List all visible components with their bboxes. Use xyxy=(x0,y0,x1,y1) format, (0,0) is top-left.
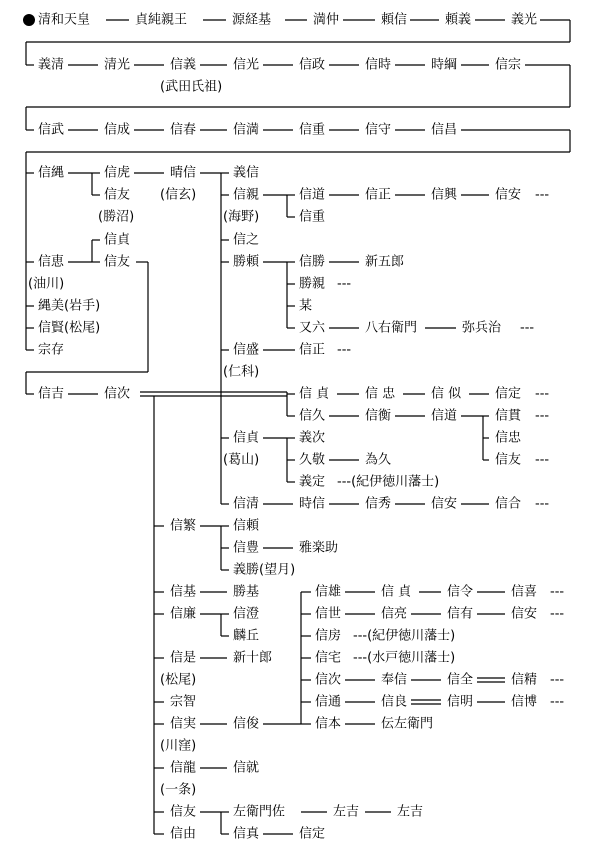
name-label-f13: 信全 xyxy=(447,672,474,688)
name-label-f12: 奉信 xyxy=(381,672,408,688)
name-label-b14d: --- xyxy=(520,320,535,336)
name-label-e18: 信真 xyxy=(233,826,260,842)
name-label-f4: 信喜 xyxy=(511,584,538,600)
name-label-e9n: (川窪) xyxy=(160,738,197,754)
name-label-f11: 信次 xyxy=(315,672,342,688)
name-label-f4d: --- xyxy=(550,584,565,600)
name-label-c20: 信秀 xyxy=(365,496,392,512)
name-label-c10d: --- xyxy=(535,408,550,424)
name-label-b8d: --- xyxy=(337,276,352,292)
name-label-c1: 信吉 xyxy=(38,386,65,402)
name-label-r5: 頼信 xyxy=(381,12,408,28)
name-label-r7: 義光 xyxy=(511,12,538,28)
name-label-a3n: (信玄) xyxy=(160,187,197,203)
name-label-a4n: (勝沼) xyxy=(98,209,135,225)
name-label-b2: 信之 xyxy=(233,232,260,248)
name-label-e17: 信由 xyxy=(170,826,197,842)
name-label-e14: 左衛門佐 xyxy=(233,804,286,820)
name-label-c16d: --- xyxy=(535,452,550,468)
name-label-c10: 信貫 xyxy=(495,408,522,424)
name-label-c12: 義次 xyxy=(299,430,326,446)
name-label-d3: 信豊 xyxy=(233,540,260,556)
name-label-a10d: --- xyxy=(535,187,550,203)
name-label-f18: 信博 xyxy=(511,694,538,710)
name-label-r2: 貞純親王 xyxy=(135,12,188,28)
name-label-r1: 清和天皇 xyxy=(38,12,91,28)
name-label-c2: 信次 xyxy=(104,386,131,402)
name-label-c9: 信道 xyxy=(431,408,458,424)
name-label-g2_3n: (武田氏祖) xyxy=(160,79,223,95)
name-label-c22d: --- xyxy=(535,496,550,512)
name-label-f8d: --- xyxy=(550,606,565,622)
name-label-a6n: (海野) xyxy=(223,209,260,225)
name-label-f10n: ---(水戸徳川藩士) xyxy=(353,650,456,666)
name-label-b8: 勝親 xyxy=(299,276,326,292)
name-label-f18d: --- xyxy=(550,694,565,710)
name-label-b12: 又六 xyxy=(299,320,326,336)
name-label-b10: 某 xyxy=(299,298,313,314)
name-label-e12: 信就 xyxy=(233,760,260,776)
name-label-d4: 雅楽助 xyxy=(299,540,339,556)
name-label-c17: 義定 xyxy=(299,474,326,490)
name-label-g2_2: 清光 xyxy=(104,57,131,73)
name-label-b4: 信友 xyxy=(104,254,131,270)
name-label-e15: 左吉 xyxy=(333,804,360,820)
name-label-f9: 信房 xyxy=(315,628,342,644)
name-label-b17: 信正 xyxy=(299,342,326,358)
name-label-e6n: (松尾) xyxy=(160,672,197,688)
name-label-f8: 信安 xyxy=(511,606,538,622)
name-label-e11: 信龍 xyxy=(170,760,197,776)
name-label-g2_4: 信光 xyxy=(233,57,260,73)
name-label-r4: 満仲 xyxy=(313,12,340,28)
name-label-a10: 信安 xyxy=(495,187,522,203)
name-label-b13: 八右衛門 xyxy=(365,320,418,336)
name-label-f10: 信宅 xyxy=(315,650,342,666)
name-label-c5: 信 似 xyxy=(431,386,462,402)
name-label-c8: 信衡 xyxy=(365,408,392,424)
name-label-g3_4: 信満 xyxy=(233,122,260,138)
name-label-b1: 信貞 xyxy=(104,232,131,248)
name-label-e9: 信実 xyxy=(170,716,197,732)
name-label-c17n: ---(紀伊徳川藩士) xyxy=(337,474,440,490)
name-label-a9: 信興 xyxy=(431,187,458,203)
name-label-e10: 信俊 xyxy=(233,716,260,732)
name-label-g3_6: 信守 xyxy=(365,122,392,138)
name-label-a3: 晴信 xyxy=(170,165,197,181)
name-label-r3: 源経基 xyxy=(232,12,272,28)
name-label-e5: 麟丘 xyxy=(233,628,260,644)
name-label-a11: 信重 xyxy=(299,209,326,225)
name-label-e1: 信基 xyxy=(170,584,197,600)
name-label-f16: 信良 xyxy=(381,694,408,710)
name-label-c15: 為久 xyxy=(365,452,392,468)
name-label-g2_6: 信時 xyxy=(365,57,392,73)
name-label-a8: 信正 xyxy=(365,187,392,203)
name-label-a6: 信親 xyxy=(233,187,260,203)
name-label-b17d: --- xyxy=(337,342,352,358)
name-label-b6: 信勝 xyxy=(299,254,326,270)
name-label-e11n: (一条) xyxy=(160,782,197,798)
name-label-b14: 弥兵治 xyxy=(462,320,502,336)
name-label-c11: 信貞 xyxy=(233,430,260,446)
name-label-a4: 信友 xyxy=(104,187,131,203)
name-labels xyxy=(28,12,564,842)
name-label-b16: 信盛 xyxy=(233,342,260,358)
name-label-b3: 信恵 xyxy=(38,254,65,270)
name-label-f1: 信雄 xyxy=(315,584,342,600)
name-label-g2_5: 信政 xyxy=(299,57,326,73)
name-label-a2: 信虎 xyxy=(104,165,131,181)
name-label-e13: 信友 xyxy=(170,804,197,820)
name-label-c21: 信安 xyxy=(431,496,458,512)
name-label-a7: 信道 xyxy=(299,187,326,203)
name-label-c18: 信清 xyxy=(233,496,260,512)
name-label-a5: 義信 xyxy=(233,165,260,181)
name-label-f15: 信通 xyxy=(315,694,342,710)
name-label-b15: 宗存 xyxy=(38,342,65,358)
name-label-g2_3: 信義 xyxy=(170,57,197,73)
name-label-c3: 信 貞 xyxy=(299,386,330,402)
name-label-f9n: ---(紀伊徳川藩士) xyxy=(353,628,456,644)
name-label-g3_3: 信春 xyxy=(170,122,197,138)
name-label-g3_1: 信武 xyxy=(38,122,65,138)
name-label-b16n: (仁科) xyxy=(223,364,260,380)
name-label-e7: 新十郎 xyxy=(233,650,273,666)
name-label-e2: 勝基 xyxy=(233,584,260,600)
name-label-c13: 信忠 xyxy=(495,430,522,446)
name-label-d2: 信頼 xyxy=(233,518,260,534)
name-label-e19: 信定 xyxy=(299,826,326,842)
name-label-c4: 信 忠 xyxy=(365,386,396,402)
name-label-c19: 時信 xyxy=(299,496,326,512)
name-label-d1: 信繁 xyxy=(170,518,197,534)
name-label-e16: 左吉 xyxy=(397,804,424,820)
name-label-c6: 信定 xyxy=(495,386,522,402)
name-label-f5: 信世 xyxy=(315,606,342,622)
name-label-c22: 信合 xyxy=(495,496,522,512)
name-label-f7: 信有 xyxy=(447,606,474,622)
name-label-e8: 宗智 xyxy=(170,694,197,710)
name-label-g2_1: 義清 xyxy=(38,57,65,73)
name-label-c7: 信久 xyxy=(299,408,326,424)
name-label-f19: 信本 xyxy=(315,716,342,732)
name-label-f14d: --- xyxy=(550,672,565,688)
name-label-f2: 信 貞 xyxy=(381,584,412,600)
name-label-g3_7: 信昌 xyxy=(431,122,458,138)
name-label-c6d: --- xyxy=(535,386,550,402)
name-label-g2_7: 時綱 xyxy=(431,57,458,73)
name-label-g3_5: 信重 xyxy=(299,122,326,138)
name-label-c11n: (葛山) xyxy=(223,452,260,468)
name-label-e3: 信廉 xyxy=(170,606,197,622)
name-label-g3_2: 信成 xyxy=(104,122,131,138)
name-label-e6: 信是 xyxy=(170,650,197,666)
name-label-c16: 信友 xyxy=(495,452,522,468)
name-label-b9: 縄美(岩手) xyxy=(38,298,101,314)
name-label-r6: 頼義 xyxy=(445,12,472,28)
name-label-f14: 信精 xyxy=(511,672,538,688)
name-label-b7: 新五郎 xyxy=(365,254,405,270)
name-label-a1: 信縄 xyxy=(38,165,65,181)
name-label-f17: 信明 xyxy=(447,694,474,710)
name-label-b11: 信賢(松尾) xyxy=(38,320,101,336)
name-label-c14: 久敬 xyxy=(299,452,326,468)
start-dot xyxy=(23,14,35,26)
name-label-e4: 信澄 xyxy=(233,606,260,622)
name-label-b3n: (油川) xyxy=(28,276,65,292)
name-label-g2_8: 信宗 xyxy=(495,57,522,73)
name-label-d5: 義勝(望月) xyxy=(233,562,296,578)
name-label-b5: 勝頼 xyxy=(233,254,260,270)
name-label-f20: 伝左衛門 xyxy=(381,716,434,732)
name-label-f6: 信亮 xyxy=(381,606,408,622)
name-label-f3: 信令 xyxy=(447,584,474,600)
